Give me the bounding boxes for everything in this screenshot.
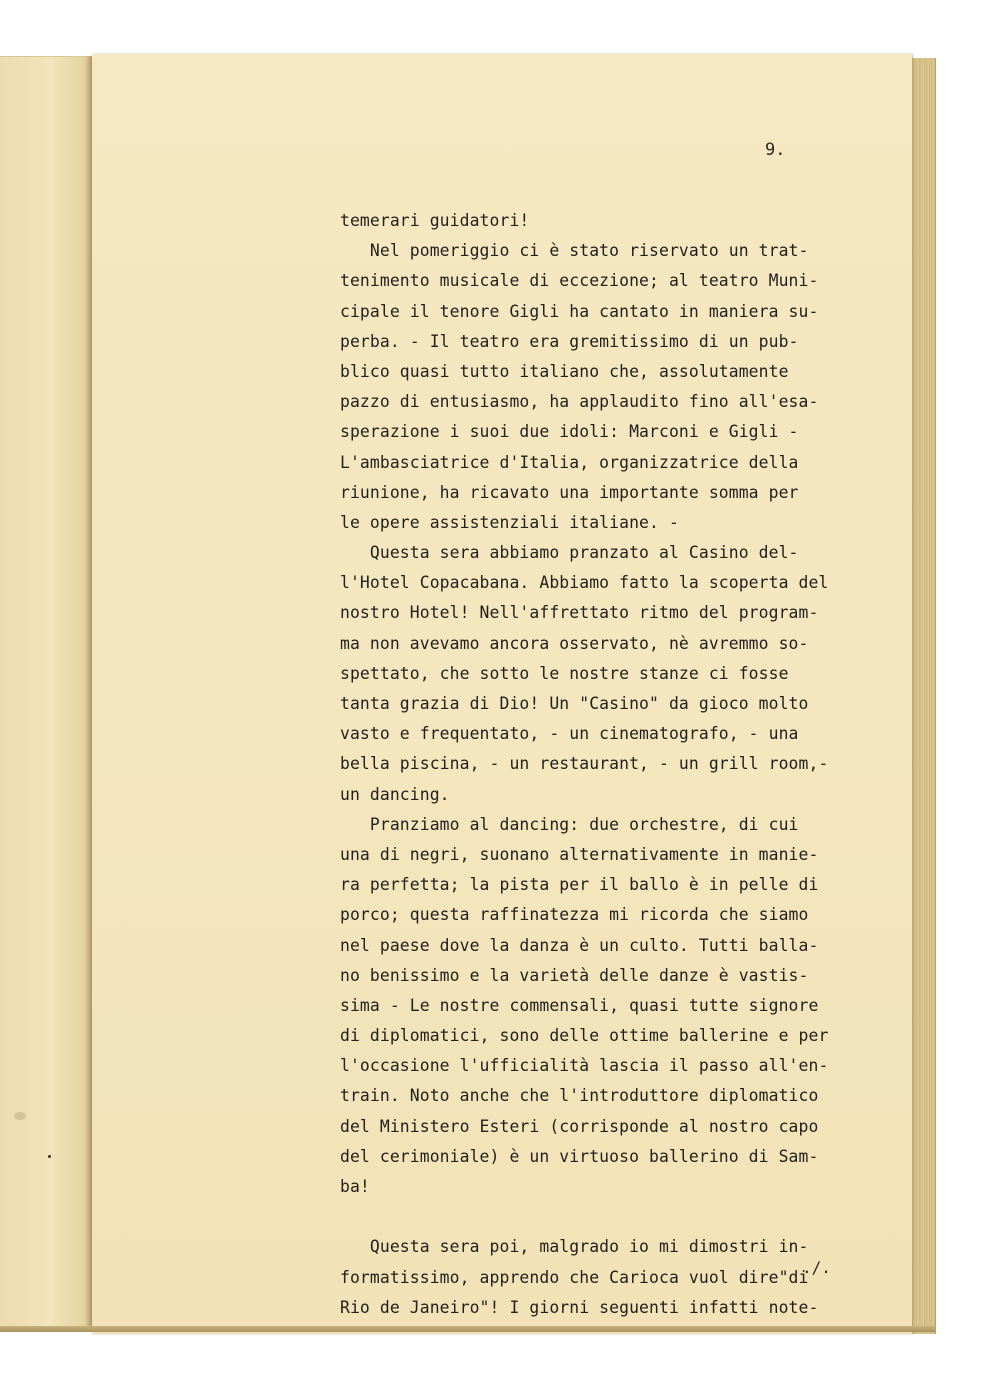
text-line: Rio de Janeiro"! I giorni seguenti infatti note-: [340, 1297, 819, 1317]
text-line: [340, 1202, 860, 1232]
text-line: una di negri, suonano alternativamente in manie-: [340, 844, 819, 864]
text-line: cipale il tenore Gigli ha cantato in maniera su-: [340, 301, 819, 321]
text-line: tanta grazia di Dio! Un "Casino" da gioco molto: [340, 694, 809, 713]
text-line: l'Hotel Copacabana. Abbiamo fatto la scoperta del: [340, 573, 829, 593]
text-line: del Ministero Esteri (corrisponde al nostro capo: [340, 1116, 819, 1136]
text-line: nel paese dove la danza è un culto. Tutti balla-: [340, 935, 819, 955]
text-line: train. Noto anche che l'introduttore diplomatico: [340, 1086, 819, 1106]
typewritten-text: [340, 206, 860, 1323]
bottom-page-edge: [0, 1326, 935, 1332]
text-line: ma non avevamo ancora osservato, nè avremmo so-: [340, 633, 809, 653]
text-line: tenimento musicale di eccezione; al teatro Muni-: [340, 271, 819, 291]
text-line: no benissimo e la varietà delle danze è vastis-: [340, 965, 809, 985]
text-line: bella piscina, - un restaurant, - un grill room,-: [340, 754, 829, 774]
text-line: vasto e frequentato, - un cinematografo, - una: [340, 724, 799, 744]
page-number: 9.: [765, 140, 786, 160]
text-line: L'ambasciatrice d'Italia, organizzatrice della: [340, 452, 799, 472]
text-line: un dancing.: [340, 784, 450, 804]
text-line: Questa sera abbiamo pranzato al Casino del-: [340, 543, 799, 563]
text-line: l'occasione l'ufficialità lascia il passo all'en-: [340, 1056, 829, 1076]
text-line: Questa sera poi, malgrado io mi dimostri in-: [340, 1237, 809, 1257]
left-page: [0, 56, 92, 1332]
text-line: del cerimoniale) è un virtuoso ballerino di Sam-: [340, 1146, 819, 1166]
text-line: nostro Hotel! Nell'affrettato ritmo del program-: [340, 603, 819, 623]
text-line: blico quasi tutto italiano che, assolutamente: [340, 361, 789, 381]
text-line: sperazione i suoi due idoli: Marconi e Gigli -: [340, 422, 799, 442]
text-line: porco; questa raffinatezza mi ricorda che siamo: [340, 905, 809, 925]
text-line: le opere assistenziali italiane. -: [340, 512, 679, 532]
ink-speck: [48, 1155, 51, 1158]
text-line: di diplomatici, sono delle ottime ballerine e per: [340, 1026, 829, 1046]
text-line: ba!: [340, 1177, 370, 1196]
text-line: temerari guidatori!: [340, 211, 530, 230]
paper-mark: [14, 1112, 26, 1120]
continuation-mark: ./.: [802, 1258, 831, 1277]
text-line: spettato, che sotto le nostre stanze ci fosse: [340, 663, 789, 683]
text-line: pazzo di entusiasmo, ha applaudito fino all'esa-: [340, 392, 819, 412]
text-line: riunione, ha ricavato una importante somma per: [340, 482, 799, 502]
text-line: formatissimo, apprendo che Carioca vuol dire"di: [340, 1267, 809, 1287]
text-line: ra perfetta; la pista per il ballo è in pelle di: [340, 875, 819, 895]
text-line: Pranziamo al dancing: due orchestre, di cui: [340, 814, 799, 834]
text-line: sima - Le nostre commensali, quasi tutte signore: [340, 995, 819, 1015]
text-line: perba. - Il teatro era gremitissimo di un pub-: [340, 331, 799, 351]
text-line: Nel pomeriggio ci è stato riservato un trat-: [340, 241, 809, 261]
